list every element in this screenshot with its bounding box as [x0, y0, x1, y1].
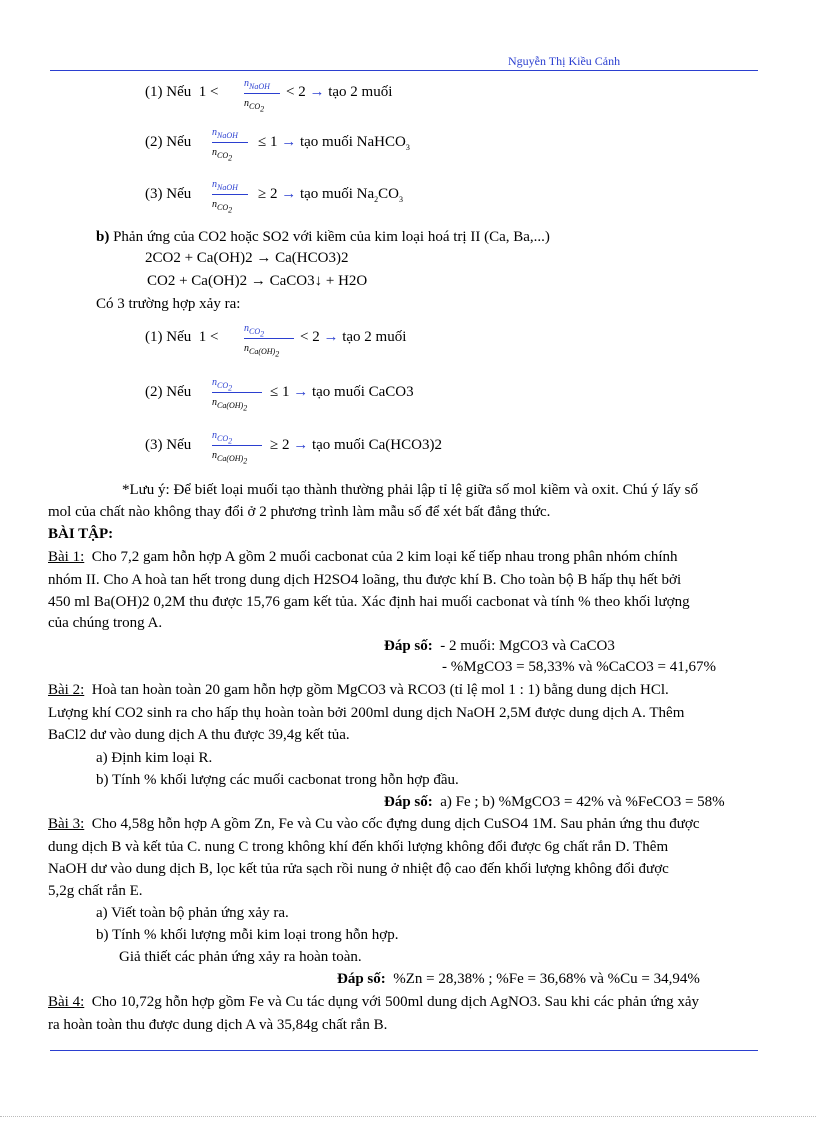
bai4-line-2: ra hoàn toàn thu được dung dịch A và 35,84g chất rắn B.: [48, 1017, 388, 1033]
bai3-answer: Đáp số: %Zn = 28,38% ; %Fe = 36,68% và %Cu = 34,94%: [337, 971, 700, 987]
bai1-answer-2: - %MgCO3 = 58,33% và %CaCO3 = 41,67%: [442, 659, 716, 675]
bai2-line-2: Lượng khí CO2 sinh ra cho hấp thụ hoàn toàn bởi 200ml dung dịch NaOH 2,5M được dung dịch A. Thêm: [48, 705, 685, 721]
bai4-line-1: Bài 4: Cho 10,72g hỗn hợp gồm Fe và Cu tác dụng với 500ml dung dịch AgNO3. Sau khi các phản ứng xảy: [48, 994, 700, 1010]
exercises-title: BÀI TẬP:: [48, 526, 114, 542]
bai3-line-1: Bài 3: Cho 4,58g hỗn hợp A gồm Zn, Fe và Cu vào cốc đựng dung dịch CuSO4 1M. Sau phản ứng thu được: [48, 816, 700, 832]
naoh-case-1: (1) Nếu 1 <: [145, 84, 219, 100]
header-rule: [50, 70, 758, 71]
bai3-item-b: b) Tính % khối lượng mỗi kim loại trong hỗn hợp.: [96, 927, 399, 943]
note-line-1: *Lưu ý: Để biết loại muối tạo thành thường phải lập tỉ lệ giữa số mol kiềm và oxit. Chú ý lấy số: [122, 482, 698, 498]
author-name: Nguyễn Thị Kiều Cảnh: [508, 54, 621, 68]
bai2-answer: Đáp số: a) Fe ; b) %MgCO3 = 42% và %FeCO3 = 58%: [384, 794, 725, 810]
bai1-line-4: của chúng trong A.: [48, 615, 163, 631]
bai1-line-2: nhóm II. Cho A hoà tan hết trong dung dịch H2SO4 loãng, thu được khí B. Cho toàn bộ B hấp thụ hết bởi: [48, 572, 682, 588]
page-edge: [0, 1116, 816, 1117]
bai3-line-4: 5,2g chất rắn E.: [48, 883, 143, 899]
bai3-item-a: a) Viết toàn bộ phản ứng xảy ra.: [96, 905, 289, 921]
bai1-answer-1: Đáp số: - 2 muối: MgCO3 và CaCO3: [384, 638, 615, 654]
naoh-case-3: (3) Nếu: [145, 186, 192, 202]
bai2-line-3: BaCl2 dư vào dung dịch A thu được 39,4g kết tủa.: [48, 727, 350, 743]
bai3-line-3: NaOH dư vào dung dịch B, lọc kết tủa rửa sạch rồi nung ở nhiệt độ cao đến khối lượng không đổi được: [48, 861, 669, 877]
bai1-line-1: Bài 1: Cho 7,2 gam hỗn hợp A gồm 2 muối cacbonat của 2 kim loại kế tiếp nhau trong phân nhóm chính: [48, 549, 678, 565]
bai2-item-b: b) Tính % khối lượng các muối cacbonat trong hỗn hợp đầu.: [96, 772, 459, 788]
footer-rule: [50, 1050, 758, 1051]
note-line-2: mol của chất nào không thay đổi ở 2 phương trình làm mẫu số để xét bất đẳng thức.: [48, 504, 551, 520]
bai3-line-2: dung dịch B và kết tủa C. nung C trong không khí đến khối lượng không đổi được 6g chất rắn D. Thêm: [48, 839, 669, 855]
bai2-item-a: a) Định kim loại R.: [96, 750, 213, 766]
equation-2: CO2 + Ca(OH)2 → CaCO3↓ + H2O: [147, 273, 368, 289]
naoh-case-2: (2) Nếu: [145, 134, 192, 150]
equation-1: 2CO2 + Ca(OH)2 → Ca(HCO3)2: [145, 250, 349, 266]
caoh-case-3: (3) Nếu: [145, 437, 192, 453]
bai1-line-3: 450 ml Ba(OH)2 0,2M thu được 15,76 gam kết tủa. Xác định hai muối cacbonat và tính % theo khối lượng: [48, 594, 690, 610]
section-b-heading: b) Phản ứng của CO2 hoặc SO2 với kiềm của kim loại hoá trị II (Ca, Ba,...): [96, 229, 550, 245]
caoh-case-1: (1) Nếu 1 <: [145, 329, 219, 345]
bai2-line-1: Bài 2: Hoà tan hoàn toàn 20 gam hỗn hợp gồm MgCO3 và RCO3 (tỉ lệ mol 1 : 1) bằng dung dịch HCl.: [48, 682, 669, 698]
cases-intro: Có 3 trường hợp xảy ra:: [96, 296, 241, 312]
caoh-case-2: (2) Nếu: [145, 384, 192, 400]
bai3-assumption: Giả thiết các phản ứng xảy ra hoàn toàn.: [119, 949, 362, 965]
